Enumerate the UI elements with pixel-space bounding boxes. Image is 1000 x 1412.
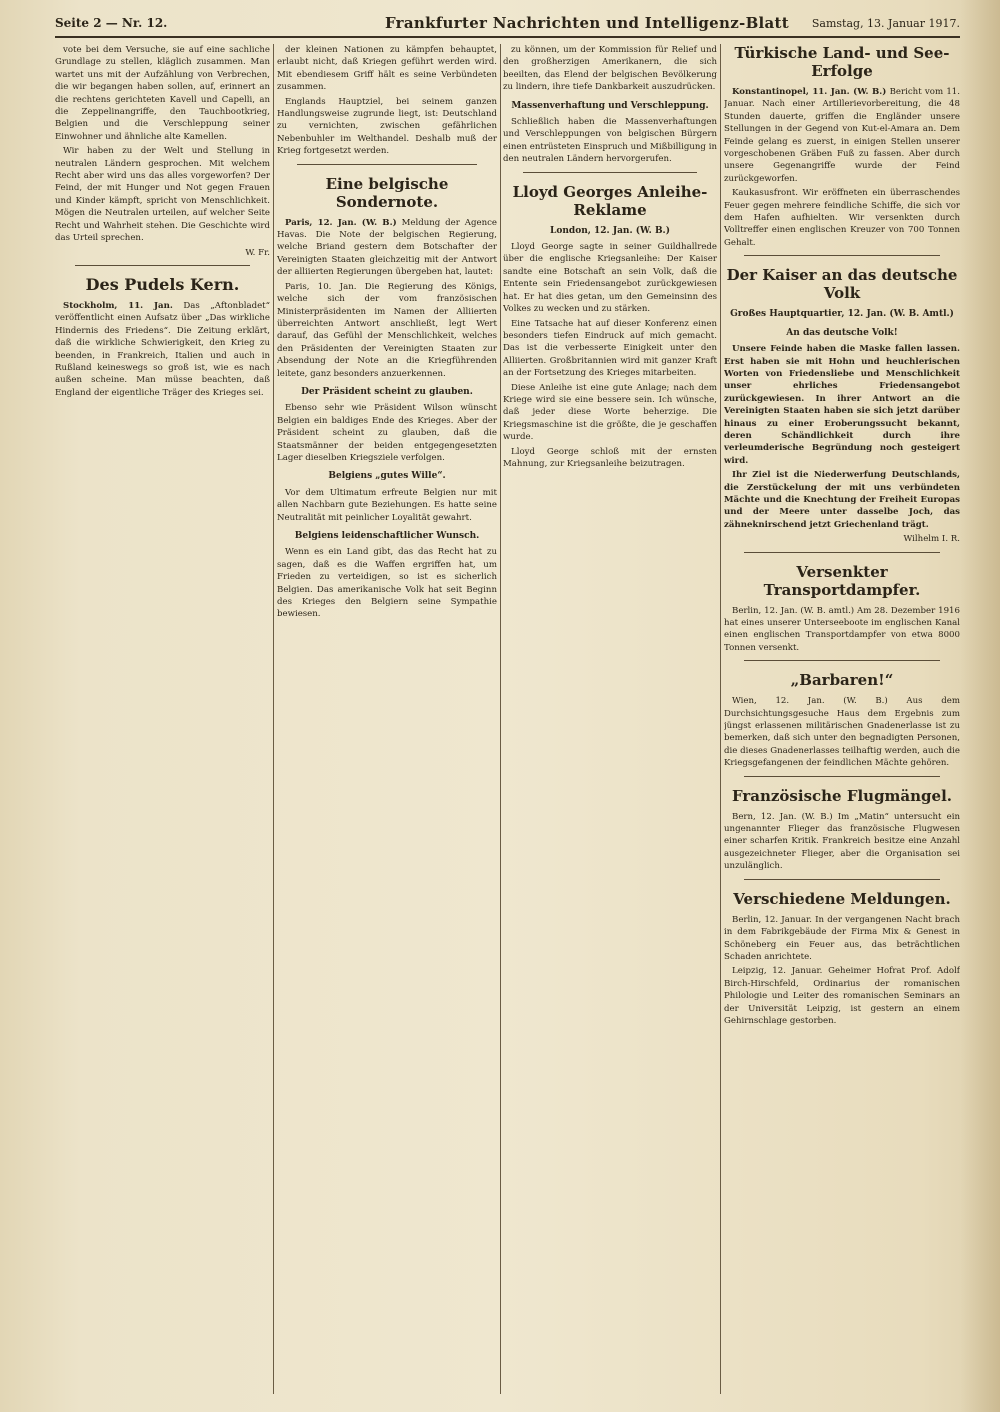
article-text: Leipzig, 12. Januar. Geheimer Hofrat Prof. Adolf Birch-Hirschfeld, Ordinarius der romanischen Philologie und Leiter des romanischen Seminars an der Universität Leipzig, ist gestern an einem Gehirnschlage gestorben.	[724, 966, 960, 1026]
subheading: Massenverhaftung und Verschleppung.	[511, 100, 709, 111]
article-text: Unsere Feinde haben die Maske fallen lassen. Erst haben sie mit Hohn und heuchlerischen Worten von Friedensliebe und Menschlichkeit unser ehrliches Friedensangebot zurückgewiesen. In ihrer Antwort an die Vereinigten Staaten haben sie sich jetzt darüber hinaus zu einer Eroberungssucht bekannt, deren Schändlichkeit durch ihre verleumderische Begründung noch gesteigert wird.	[724, 344, 960, 466]
article-text: Diese Anleihe ist eine gute Anlage; nach dem Kriege wird sie eine bessere sein. Ich wünsche, daß jeder diese Worte beherzige. Die Kriegsmaschine ist die größte, die je geschaffen wurde.	[503, 382, 717, 443]
article-text: Lloyd George schloß mit der ernsten Mahnung, zur Kriegsanleihe beizutragen.	[503, 446, 717, 469]
article-text: Berlin, 12. Jan. (W. B. amtl.) Am 28. Dezember 1916 hat eines unserer Unterseeboote im englischen Kanal einen englischen Transportdampfer von etwa 8000 Tonnen versenkt.	[724, 605, 960, 653]
article-text: der kleinen Nationen zu kämpfen behauptet, erlaubt nicht, daß Kriegen geführt werden wird. Mit ebendiesem Griff hält es seine Verbündeten zusammen.	[277, 45, 497, 93]
article-text: vote bei dem Versuche, sie auf eine sachliche Grundlage zu stellen, kläglich zusammen. Man wartet uns mit der Aufzählung von Verbrechen, die wir begangen haben sollen, auf, erinnert an die rechtens gerichteten Kavell und Capelli, an die Zeppelinangriffe, den Tauchbootkrieg, Belgien und die Verschleppung seiner Einwohner und ähnliche alte Kamellen.	[55, 45, 270, 142]
article-text: Vor dem Ultimatum erfreute Belgien nur mit allen Nachbarn gute Beziehungen. Es hatte seine Neutralität mit peinlicher Loyalität gewahrt.	[277, 487, 497, 523]
column-divider	[720, 44, 721, 1394]
dateline: Konstantinopel, 11. Jan. (W. B.)	[732, 87, 887, 97]
dateline: Großes Hauptquartier, 12. Jan. (W. B. Amtl.)	[730, 309, 954, 320]
signature: Wilhelm I. R.	[903, 534, 960, 545]
headline-verschiedene-meldungen: Verschiedene Meldungen.	[733, 889, 951, 908]
article-text: Ebenso sehr wie Präsident Wilson wünscht Belgien ein baldiges Ende des Krieges. Aber der Präsident scheint zu glauben, daß die Staatsmänner der beiden entgegengesetzten Lager dieselben Kriegsziele verfolgen.	[277, 403, 497, 463]
divider	[744, 255, 940, 256]
headline-flugmaengel: Französische Flugmängel.	[731, 786, 953, 805]
divider	[75, 265, 250, 266]
dateline: London, 12. Jan. (W. B.)	[550, 225, 670, 236]
article-text: zu können, um der Kommission für Relief und den großherzigen Amerikanern, die sich beeilten, das Elend der belgischen Bevölkerung zu lindern, ihre tiefe Dankbarkeit auszudrücken.	[503, 45, 717, 93]
dateline: Paris, 12. Jan. (W. B.)	[285, 217, 397, 228]
column-divider	[273, 44, 274, 1394]
article-text: Schließlich haben die Massenverhaftungen und Verschleppungen von belgischen Bürgern einen entrüsteten Einspruch und Mißbilligung in den neutralen Ländern hervorgerufen.	[503, 117, 717, 165]
article-text: Bern, 12. Jan. (W. B.) Im „Matin“ untersucht ein ungenannter Flieger das französische Flugwesen einer scharfen Kritik. Frankreich besitze eine Anzahl ausgezeichneter Flieger, aber die Organisation sei unzulänglich.	[724, 811, 960, 872]
article-text: Englands Hauptziel, bei seinem ganzen Handlungsweise zugrunde liegt, ist: Deutschland zu vernichten, zwischen gefährlichen Nebenbuhler im Welthandel. Deshalb muß der Krieg fortgesetzt werden.	[277, 96, 497, 157]
article-text: Paris, 10. Jan. Die Regierung des Königs, welche sich der vom französischen Ministerpräsidenten im Namen der Alliierten überreichten Antwort anschließt, legt Wert darauf, das Gefühl der Menschlichkeit, welches den Präsidenten der Vereinigten Staaten zur Absendung der Note an die Kriegführenden leitete, ganz besonders anzuerkennen.	[277, 281, 497, 379]
column-2	[277, 44, 497, 1394]
article-text: Bericht vom 11. Januar. Nach einer Artillerievorbereitung, die 48 Stunden dauerte, griffen die Engländer unsere Stellungen in der Gegend von Kut-el-Amara an. Dem Feinde gelang es zuerst, in einigen Stellen unserer vorgeschobenen Gräben Fuß zu fassen. Aber durch unsere Gegenangriffe wurde der Feind zurückgeworfen.	[724, 87, 960, 184]
headline-pudels-kern: Des Pudels Kern.	[85, 274, 240, 294]
subheading: An das deutsche Volk!	[786, 327, 898, 338]
article-text: Meldung der Agence Havas. Die Note der belgischen Regierung, welche Briand gestern dem Botschafter der Vereinigten Staaten gleichzeitig mit der Antwort der alliierten Regierungen übergeben hat, lautet:	[277, 217, 497, 278]
article-text: Lloyd George sagte in seiner Guildhallrede über die englische Kriegsanleihe: Der Kaiser sandte eine Botschaft an sein Volk, daß die Entente sein Friedensangebot zurückgewiesen hat. Er hat dies getan, um den Gemeinsinn des Volkes zu wecken und zu stärken.	[503, 242, 717, 315]
page-number: Seite 2 — Nr. 12.	[55, 16, 168, 30]
article-text: Wir haben zu der Welt und Stellung in neutralen Ländern gesprochen. Mit welchem Recht aber wird uns das alles vorgeworfen? Der Feind, der mit Hunger und Not gegen Frauen und Kinder kämpft, spricht von Menschlichkeit. Mögen die Neutralen urteilen, auf welcher Seite Recht und Wahrheit stehen. Die Geschichte wird das Urteil sprechen.	[55, 146, 270, 244]
column-1	[55, 44, 270, 1394]
headline-lloyd-george: Lloyd Georges Anleihe-Reklame	[512, 182, 708, 219]
article-text: Das „Aftonbladet“ veröffentlicht einen Aufsatz über „Das wirkliche Hindernis des Friedens“. Die Zeitung erklärt, daß die wirkliche Schwierigkeit, den Krieg zu beenden, in Frankreich, Italien und auch in Rußland keineswegs so groß ist, wie es nach außen scheine. Man müsse beachten, daß England der eigentliche Träger des Krieges sei.	[55, 300, 270, 398]
article-text: Wenn es ein Land gibt, das das Recht hat zu sagen, daß es die Waffen ergriffen hat, um Frieden zu verteidigen, so ist es sicherlich Belgien. Das amerikanische Volk hat seit Beginn des Krieges den Belgiern seine Sympathie bewiesen.	[277, 547, 497, 620]
divider	[744, 776, 940, 777]
headline-barbaren: „Barbaren!“	[790, 671, 894, 690]
column-3	[503, 44, 717, 1394]
headline-belgische-sondernote: Eine belgische Sondernote.	[325, 174, 449, 211]
headline-tuerkische-erfolge: Türkische Land- und See-Erfolge	[734, 44, 950, 80]
subheading: Der Präsident scheint zu glauben.	[301, 386, 473, 397]
article-text: Ihr Ziel ist die Niederwerfung Deutschlands, die Zerstückelung der mit uns verbündeten Mächte und die Knechtung der Freiheit Europas und der Meere unter dasselbe Joch, das zähneknirschend jetzt Griechenland trägt.	[724, 470, 960, 530]
divider	[744, 879, 940, 880]
signature: W. Fr.	[245, 247, 270, 258]
column-divider	[500, 44, 501, 1394]
article-text: Wien, 12. Jan. (W. B.) Aus dem Durchsichtungsgesuche Haus dem Ergebnis zum jüngst erlassenen militärischen Gnadenerlasse ist zu bemerken, daß sich unter den begnadigten Personen, die dieses Gnadenerlasses teilhaftig werden, auch die Kriegsgefangenen der feindlichen Mächte gehören.	[724, 696, 960, 769]
headline-transportdampfer: Versenkter Transportdampfer.	[763, 562, 921, 599]
page-edge-shadow	[960, 0, 1000, 1412]
article-text: Berlin, 12. Januar. In der vergangenen Nacht brach in dem Fabrikgebäude der Firma Mix & Genest in Schöneberg ein Feuer aus, das beträchtlichen Schaden anrichtete.	[724, 914, 960, 962]
dateline: Stockholm, 11. Jan.	[63, 300, 173, 311]
headline-kaiser-volk: Der Kaiser an das deutsche Volk	[726, 266, 958, 303]
subheading: Belgiens „gutes Wille“.	[328, 471, 446, 482]
divider	[297, 164, 477, 165]
masthead	[55, 14, 960, 38]
column-4	[724, 44, 960, 1394]
subheading: Belgiens leidenschaftlicher Wunsch.	[294, 531, 480, 541]
divider	[523, 172, 697, 173]
divider	[744, 552, 940, 553]
newspaper-title: Frankfurter Nachrichten und Intelligenz-Blatt	[385, 14, 790, 32]
divider	[744, 660, 940, 661]
article-text: Eine Tatsache hat auf dieser Konferenz einen besonders tiefen Eindruck auf mich gemacht. Das ist die verbesserte Einigkeit unter den Alliierten. Großbritannien wird mit ganzer Kraft an der Fortsetzung des Krieges mitarbeiten.	[503, 318, 717, 379]
article-text: Kaukasusfront. Wir eröffneten ein überraschendes Feuer gegen mehrere feindliche Schiffe, die sich vor dem Hafen aufhielten. Wir versenkten durch Volltreffer einen englischen Kreuzer von 700 Tonnen Gehalt.	[724, 188, 960, 248]
issue-date: Samstag, 13. Januar 1917.	[811, 17, 960, 30]
